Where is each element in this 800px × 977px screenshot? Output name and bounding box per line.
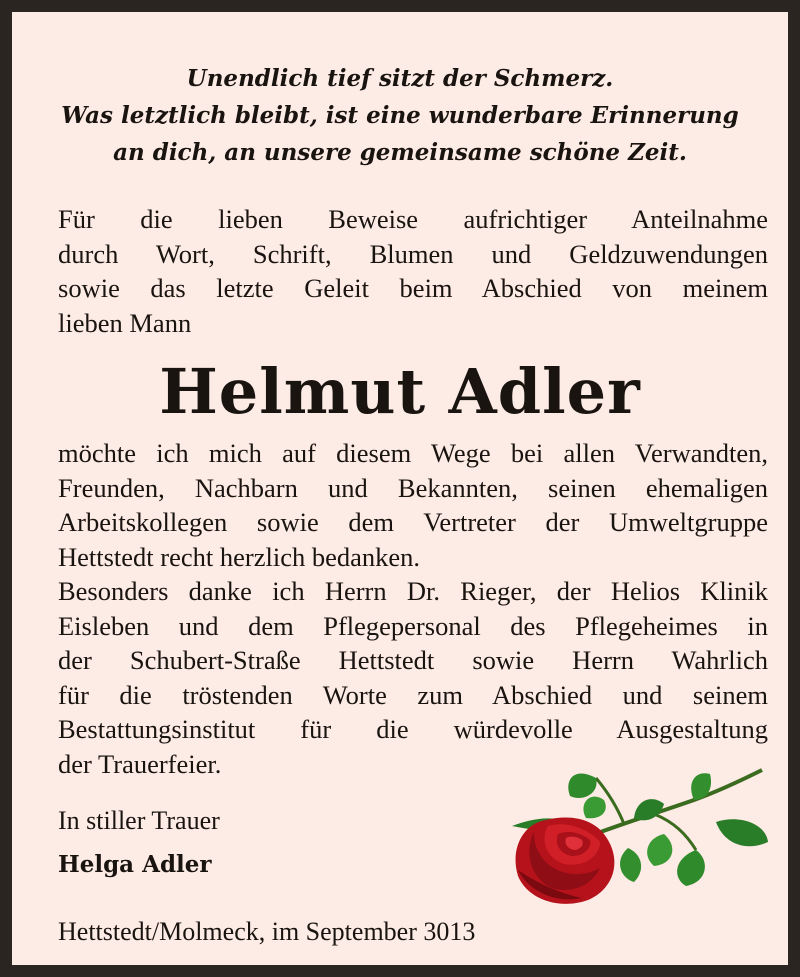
body-line: für die tröstenden Worte zum Abschied und seinem: [58, 679, 768, 710]
body-line: Arbeitskollegen sowie dem Vertreter der Umweltgruppe: [58, 507, 768, 537]
intro-line: lieben Mann: [58, 307, 192, 338]
body-line: Hettstedt recht herzlich bedanken.: [58, 541, 421, 572]
intro-line: Für die lieben Beweise aufrichtiger Anteilnahme: [58, 204, 768, 234]
body-line: der Trauerfeier.: [58, 748, 222, 779]
mourning-phrase: In stiller Trauer: [58, 806, 220, 835]
rose-bloom: [516, 817, 615, 903]
memorial-verse: [24, 60, 776, 171]
body-line: Besonders danke ich Herrn Dr. Rieger, der Helios Klinik: [58, 576, 768, 606]
body-line: möchte ich mich auf diesem Wege bei allen Verwandten,: [58, 438, 768, 468]
body-line: Eisleben und dem Pflegepersonal des Pflegeheimes in: [58, 610, 768, 641]
place-date: Hettstedt/Molmeck, im September 3013: [58, 917, 476, 946]
body-line: Freunden, Nachbarn und Bekannten, seinen ehemaligen: [58, 472, 768, 503]
signer-name: Helga Adler: [58, 851, 212, 878]
verse-line: an dich, an unsere gemeinsame schöne Zeit.: [113, 139, 687, 166]
body-line: Bestattungsinstitut für die würdevolle Ausgestaltung: [58, 714, 768, 744]
deceased-name: Helmut Adler: [159, 355, 641, 428]
intro-line: sowie das letzte Geleit beim Abschied von meinem: [58, 273, 768, 303]
body-line: der Schubert-Straße Hettstedt sowie Herrn Wahrlich: [58, 645, 768, 675]
verse-line: Unendlich tief sitzt der Schmerz.: [186, 65, 614, 92]
verse-line: Was letztlich bleibt, ist eine wunderbare Erinnerung: [61, 102, 739, 129]
intro-line: durch Wort, Schrift, Blumen und Geldzuwendungen: [58, 238, 768, 269]
intro-paragraph: [58, 202, 768, 340]
red-rose-icon: [504, 760, 774, 908]
thanks-paragraph: [58, 436, 768, 781]
